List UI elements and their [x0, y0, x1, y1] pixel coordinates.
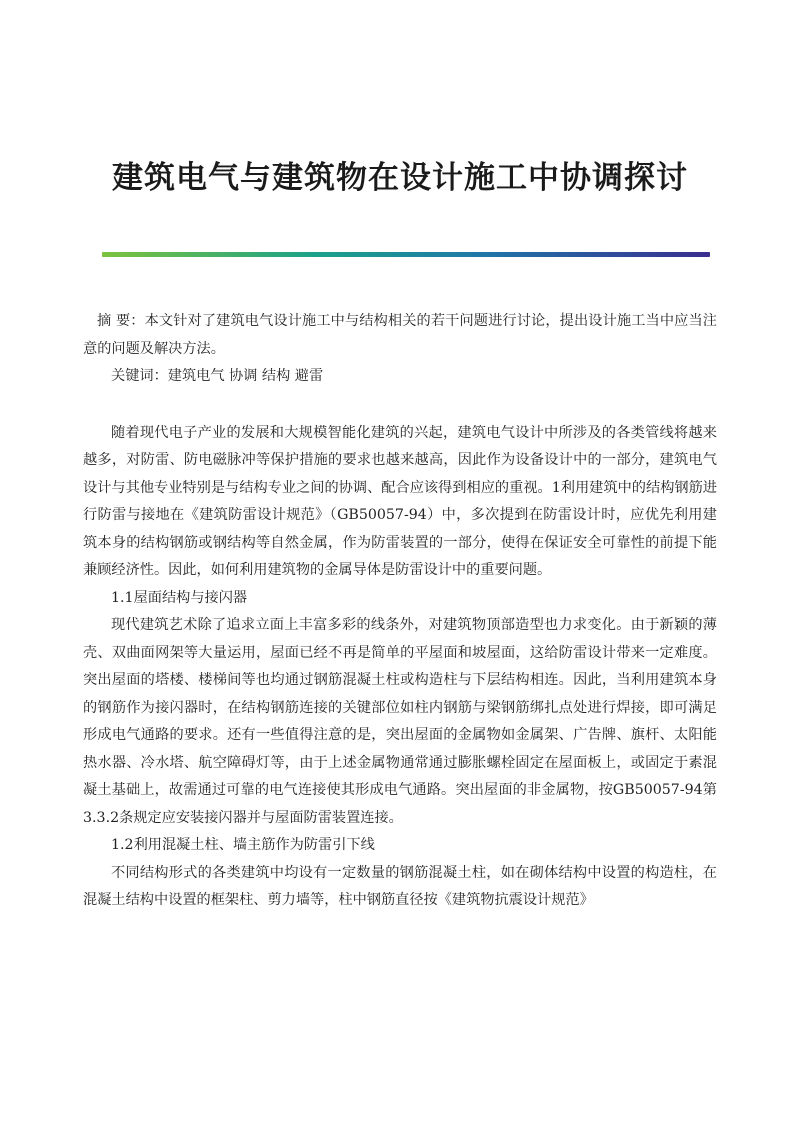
document-body: [83, 308, 717, 920]
title-divider: [102, 252, 710, 257]
keywords-text: 关键词：建筑电气 协调 结构 避雷: [111, 368, 324, 384]
document-title: 建筑电气与建筑物在设计施工中协调探讨: [112, 160, 688, 196]
body-paragraph: 随着现代电子产业的发展和大规模智能化建筑的兴起，建筑电气设计中所涉及的各类管线将越来越多，对防雷、防电磁脉冲等保护措施的要求也越来越高，因此作为设备设计中的一部分，建筑电气设计与其他专业特别是与结构专业之间的协调、配合应该得到相应的重视。1利用建筑中的结构钢筋进行防雷与接地在《建筑防雷设计规范》（GB50057-94）中，多次提到在防雷设计时，应优先利用建筑本身的结构钢筋或钢结构等自然金属，作为防雷装置的一部分，使得在保证安全可靠性的前提下能兼顾经济性。因此，如何利用建筑物的金属导体是防雷设计中的重要问题。: [83, 424, 717, 578]
section-spacer: [83, 391, 717, 420]
body-paragraph: 不同结构形式的各类建筑中均设有一定数量的钢筋混凝土柱，如在砌体结构中设置的构造柱，在混凝土结构中设置的框架柱、剪力墙等，柱中钢筋直径按《建筑物抗震设计规范》: [83, 864, 717, 908]
section-heading: 1.1屋面结构与接闪器: [111, 589, 248, 606]
abstract-text: 摘 要：本文针对了建筑电气设计施工中与结构相关的若干问题进行讨论，提出设计施工当中应当注意的问题及解决方法。: [83, 313, 717, 357]
section-heading: 1.2利用混凝土柱、墙主筋作为防雷引下线: [111, 837, 375, 853]
body-paragraph: 现代建筑艺术除了追求立面上丰富多彩的线条外，对建筑物顶部造型也力求变化。由于新颖的薄壳、双曲面网架等大量运用，屋面已经不再是简单的平屋面和坡屋面，这给防雷设计带来一定难度。突出屋面的塔楼、楼梯间等也均通过钢筋混凝土柱或构造柱与下层结构相连。因此，当利用建筑本身的钢筋作为接闪器时，在结构钢筋连接的关键部位如柱内钢筋与梁钢筋绑扎点处进行焊接，即可满足形成电气通路的要求。还有一些值得注意的是，突出屋面的金属物如金属架、广告牌、旗杆、太阳能热水器、冷水塔、航空障碍灯等，由于上述金属物通常通过膨胀螺栓固定在屋面板上，或固定于素混凝土基础上，故需通过可靠的电气连接使其形成电气通路。突出屋面的非金属物，按GB50057-94第3.3.2条规定应安装接闪器并与屋面防雷装置连接。: [83, 617, 717, 826]
